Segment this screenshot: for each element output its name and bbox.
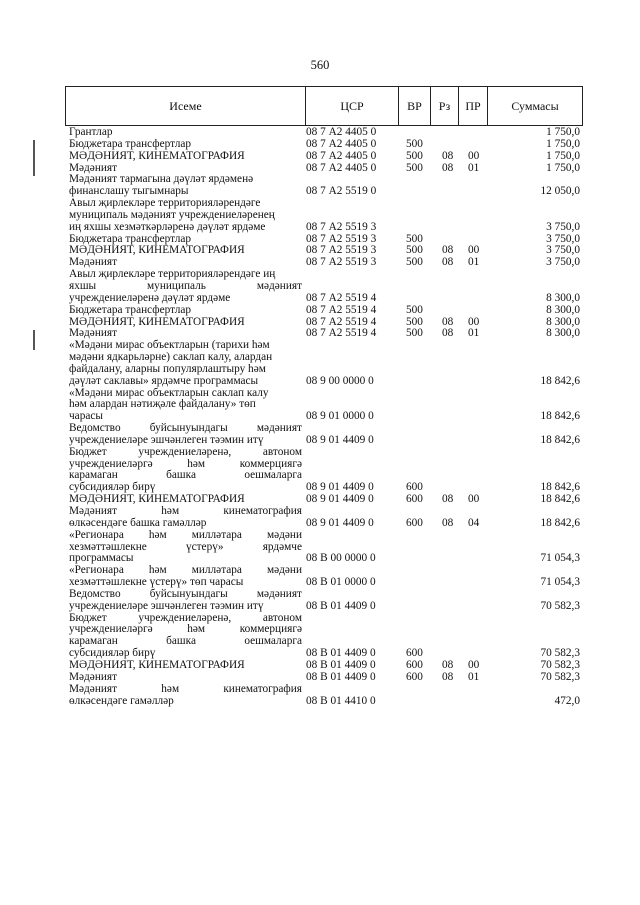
cell-vr: 600 [406,481,423,494]
cell-sum: 18 842,6 [540,481,580,494]
cell-csr: 08 7 А2 4405 0 [306,137,377,150]
cell-csr: 08 7 А2 5519 3 [306,256,377,269]
cell-csr: 08 9 00 0000 0 [306,374,374,387]
table-row [0,684,640,696]
cell-sum: 8 300,0 [546,315,580,328]
cell-vr: 500 [406,327,423,340]
cell-name: яхшы муниципаль мәдәният [69,279,302,292]
cell-rz: 08 [442,149,454,162]
cell-name: иң яхшы хезмәткәрләренә дәүләт ярдәме [69,220,266,233]
cell-pr: 00 [468,493,480,506]
header-sum: Суммасы [511,98,559,113]
table-row [0,435,640,447]
cell-vr: 500 [406,303,423,316]
cell-pr: 01 [468,256,480,269]
cell-pr: 00 [468,315,480,328]
cell-name: карамаган башка оешмаларга [69,469,302,482]
cell-sum: 70 582,3 [540,658,580,671]
cell-name: Ведомство буйсынуындагы мәдәният [69,587,302,600]
cell-csr: 08 7 А2 4405 0 [306,149,377,162]
cell-vr: 600 [406,493,423,506]
cell-name: Ведомство буйсынуындагы мәдәният [69,422,302,435]
header-csr: ЦСР [306,87,399,125]
cell-csr: 08 7 А2 5519 3 [306,244,377,257]
table-row [0,222,640,234]
cell-csr: 08 7 А2 4405 0 [306,126,377,138]
cell-vr: 500 [406,161,423,174]
cell-name: учреждениеләре эшчәнлеген тәэмин итү [69,599,264,612]
cell-pr: 00 [468,658,480,671]
cell-name: финанслашу тыгымнары [69,185,189,198]
table-row [0,589,640,601]
cell-sum: 3 750,0 [546,232,580,245]
table-row [0,210,640,222]
table-row [0,364,640,376]
cell-sum: 12 050,0 [540,185,580,198]
cell-vr: 600 [406,670,423,683]
cell-sum: 3 750,0 [546,244,580,257]
cell-rz: 08 [442,327,454,340]
cell-name: өлкәсендәге башка гамәлләр [69,516,207,529]
cell-vr: 500 [406,244,423,257]
cell-csr: 08 9 01 0000 0 [306,410,374,423]
cell-name: Грантлар [69,126,113,138]
cell-sum: 71 054,3 [540,552,580,565]
cell-csr: 08 9 01 4409 0 [306,493,374,506]
cell-name: чарасы [69,410,103,423]
cell-sum: 1 750,0 [546,126,580,138]
cell-name: Мәдәният [69,256,118,269]
cell-name: һәм алардан нәтиҗәле файдалану» төп [69,398,256,411]
header-name: Исеме [66,87,306,125]
cell-pr: 01 [468,670,480,683]
cell-rz: 08 [442,244,454,257]
table-row [0,672,640,684]
cell-sum: 472,0 [554,694,580,707]
cell-csr: 08 В 01 4409 0 [306,599,376,612]
cell-sum: 1 750,0 [546,149,580,162]
header-vr: ВР [399,87,431,125]
cell-name: программасы [69,552,134,565]
cell-rz: 08 [442,516,454,529]
cell-name: Мәдәният [69,327,118,340]
cell-name: учреждениеләргә һәм коммерциягә [69,457,302,470]
cell-vr: 500 [406,137,423,150]
cell-sum: 18 842,6 [540,433,580,446]
cell-rz: 08 [442,161,454,174]
cell-name: «Регионара һәм милләтара мәдәни [69,528,302,541]
cell-rz: 08 [442,670,454,683]
header-rz: Рз [431,87,459,125]
cell-sum: 1 750,0 [546,137,580,150]
cell-pr: 01 [468,161,480,174]
cell-vr: 600 [406,647,423,660]
table-row [0,293,640,305]
cell-name: карамаган башка оешмаларга [69,635,302,648]
cell-name: дәүләт саклавы» ярдәмче программасы [69,374,259,387]
cell-sum: 18 842,6 [540,516,580,529]
cell-name: муниципаль мәдәният учреждениеләренең [69,208,275,221]
cell-name: субсидияләр бирү [69,481,156,494]
cell-name: Бюджет учреждениеләренә, автоном [69,611,302,624]
cell-sum: 8 300,0 [546,327,580,340]
table-row [0,447,640,459]
cell-name: «Регионара һәм милләтара мәдәни [69,564,302,577]
cell-name: файдалану, аларны популярлаштыру һәм [69,362,266,375]
cell-name: МӘДӘНИЯТ, КИНЕМАТОГРАФИЯ [69,244,245,257]
cell-sum: 18 842,6 [540,493,580,506]
cell-sum: 70 582,3 [540,599,580,612]
cell-sum: 3 750,0 [546,256,580,269]
cell-csr: 08 7 А2 5519 4 [306,315,377,328]
cell-name: субсидияләр бирү [69,647,156,660]
cell-csr: 08 В 01 4410 0 [306,694,376,707]
cell-rz: 08 [442,256,454,269]
cell-sum: 70 582,3 [540,670,580,683]
cell-csr: 08 9 01 4409 0 [306,433,374,446]
cell-name: МӘДӘНИЯТ, КИНЕМАТОГРАФИЯ [69,315,245,328]
cell-sum: 18 842,6 [540,374,580,387]
table-row [0,305,640,317]
cell-csr: 08 7 А2 5519 3 [306,232,377,245]
cell-rz: 08 [442,658,454,671]
cell-csr: 08 7 А2 4405 0 [306,161,377,174]
cell-name: МӘДӘНИЯТ, КИНЕМАТОГРАФИЯ [69,658,245,671]
cell-vr: 500 [406,149,423,162]
table-row [0,696,640,708]
cell-name: өлкәсендәге гамәлләр [69,694,174,707]
cell-vr: 500 [406,315,423,328]
cell-sum: 71 054,3 [540,576,580,589]
cell-sum: 70 582,3 [540,647,580,660]
cell-vr: 600 [406,516,423,529]
cell-name: МӘДӘНИЯТ, КИНЕМАТОГРАФИЯ [69,149,245,162]
cell-name: «Мәдәни мирас объектларын саклап калу [69,386,269,399]
cell-name: Мәдәният тармагына дәүләт ярдәменә [69,173,254,186]
cell-rz: 08 [442,493,454,506]
cell-csr: 08 7 А2 5519 4 [306,291,377,304]
cell-name: Авыл җирлекләре территорияләрендәге иң [69,268,276,281]
cell-name: хезмәттәшлекне үстерү» төп чарасы [69,576,244,589]
cell-csr: 08 В 01 4409 0 [306,658,376,671]
cell-csr: 08 7 А2 5519 0 [306,185,377,198]
table-row [0,151,640,163]
cell-name: учреждениеләргә һәм коммерциягә [69,623,302,636]
cell-name: учреждениеләре эшчәнлеген тәэмин итү [69,433,264,446]
cell-name: Бюджетара трансфертлар [69,137,192,150]
cell-rz: 08 [442,315,454,328]
cell-name: Бюджетара трансфертлар [69,232,192,245]
cell-vr: 500 [406,232,423,245]
cell-csr: 08 7 А2 5519 4 [306,303,377,316]
table-row [0,530,640,542]
cell-name: МӘДӘНИЯТ, КИНЕМАТОГРАФИЯ [69,493,245,506]
table-row [0,376,640,388]
cell-vr: 500 [406,256,423,269]
table-row [0,518,640,530]
header-pr: ПР [459,87,488,125]
cell-name: Бюджетара трансфертлар [69,303,192,316]
cell-name: «Мәдәни мирас объектларын (тарихи һәм [69,339,270,352]
cell-csr: 08 В 01 0000 0 [306,576,376,589]
cell-pr: 01 [468,327,480,340]
table-body [0,127,640,707]
cell-sum: 8 300,0 [546,303,580,316]
cell-pr: 04 [468,516,480,529]
cell-name: Авыл җирлекләре территорияләрендәге [69,197,261,210]
cell-sum: 3 750,0 [546,220,580,233]
cell-name: хезмәттәшлекне үстерү» ярдәмче [69,540,302,553]
cell-sum: 8 300,0 [546,291,580,304]
page-number: 560 [310,58,330,72]
cell-name: Мәдәният [69,670,118,683]
cell-csr: 08 9 01 4409 0 [306,481,374,494]
cell-sum: 1 750,0 [546,161,580,174]
cell-csr: 08 9 01 4409 0 [306,516,374,529]
cell-csr: 08 7 А2 5519 4 [306,327,377,340]
cell-name: Мәдәният һәм кинематография [69,505,302,517]
cell-name: учреждениеләренә дәүләт ярдәме [69,291,231,304]
cell-csr: 08 В 00 0000 0 [306,552,376,565]
cell-csr: 08 7 А2 5519 3 [306,220,377,233]
cell-name: мәдәни ядкарьләрне) саклап калу, алардан [69,351,273,364]
table-row [0,139,640,151]
cell-pr: 00 [468,149,480,162]
cell-pr: 00 [468,244,480,257]
table-header [65,86,583,126]
cell-csr: 08 В 01 4409 0 [306,647,376,660]
cell-csr: 08 В 01 4409 0 [306,670,376,683]
cell-sum: 18 842,6 [540,410,580,423]
cell-name: Мәдәният һәм кинематография [69,682,302,695]
cell-vr: 600 [406,658,423,671]
table-row [0,601,640,613]
cell-name: Мәдәният [69,161,118,174]
cell-name: Бюджет учреждениеләренә, автоном [69,445,302,458]
